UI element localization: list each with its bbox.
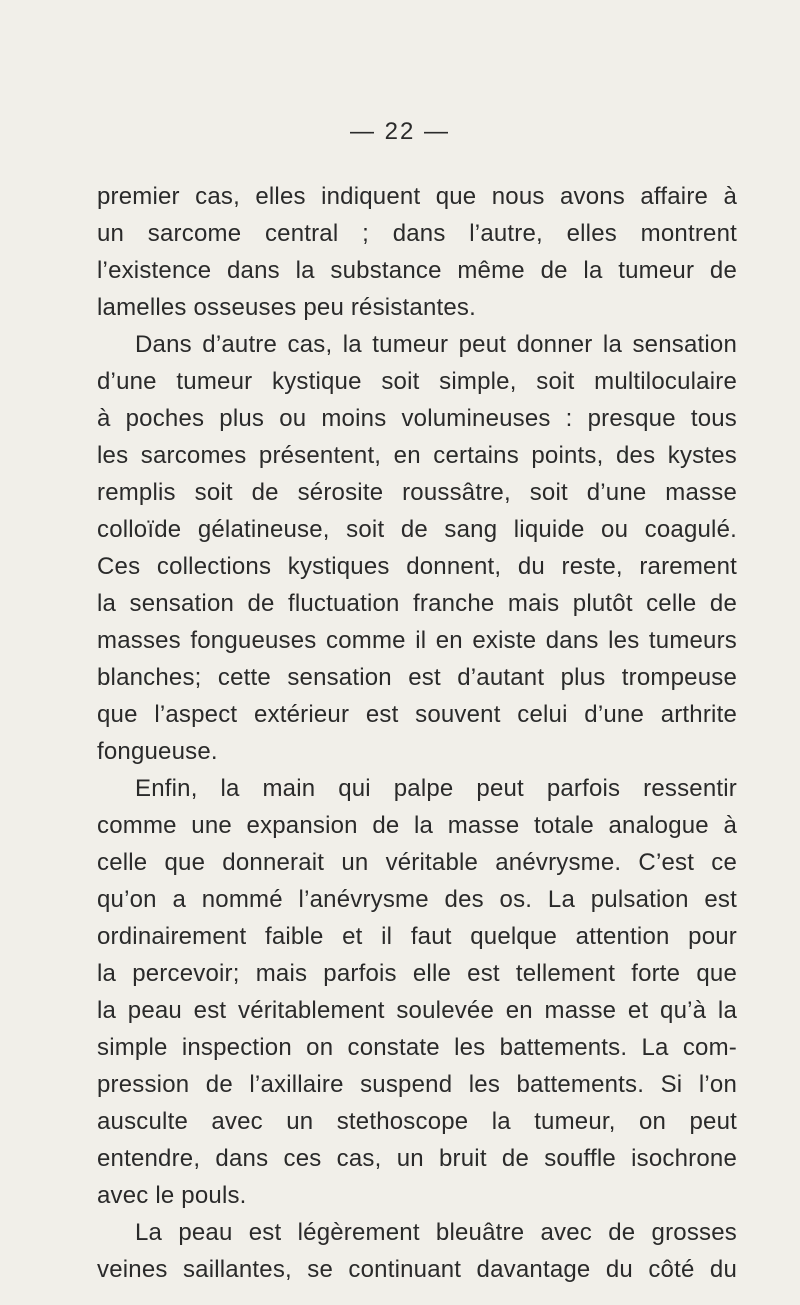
text-line: l’existence dans la substance même de la tumeur de: [97, 257, 737, 284]
text-line: à poches plus ou moins volumineuses : presque tous: [97, 405, 737, 432]
text-line: les sarcomes présentent, en certains points, des kystes: [97, 442, 737, 469]
text-line: pression de l’axillaire suspend les battements. Si l’on: [97, 1071, 737, 1098]
text-line: lamelles osseuses peu résistantes.: [97, 294, 476, 321]
text-line: Dans d’autre cas, la tumeur peut donner la sensation: [135, 331, 737, 358]
text-line: avec le pouls.: [97, 1182, 247, 1209]
text-line: premier cas, elles indiquent que nous avons affaire à: [97, 183, 737, 210]
text-line: entendre, dans ces cas, un bruit de souffle isochrone: [97, 1145, 737, 1172]
text-line: La peau est légèrement bleuâtre avec de grosses: [135, 1219, 737, 1246]
text-line: Ces collections kystiques donnent, du reste, rarement: [97, 553, 737, 580]
text-line: blanches; cette sensation est d’autant plus trompeuse: [97, 664, 737, 691]
text-line: comme une expansion de la masse totale analogue à: [97, 812, 737, 839]
text-line: ausculte avec un stethoscope la tumeur, on peut: [97, 1108, 737, 1135]
text-line: d’une tumeur kystique soit simple, soit multiloculaire: [97, 368, 737, 395]
text-line: Enfin, la main qui palpe peut parfois ressentir: [135, 775, 737, 802]
text-line: la peau est véritablement soulevée en masse et qu’à la: [97, 997, 737, 1024]
text-line: remplis soit de sérosite roussâtre, soit d’une masse: [97, 479, 737, 506]
text-line: masses fongueuses comme il en existe dans les tumeurs: [97, 627, 737, 654]
text-line: ordinairement faible et il faut quelque attention pour: [97, 923, 737, 950]
text-line: qu’on a nommé l’anévrysme des os. La pulsation est: [97, 886, 737, 913]
text-line: la sensation de fluctuation franche mais plutôt celle de: [97, 590, 737, 617]
text-line: la percevoir; mais parfois elle est tellement forte que: [97, 960, 737, 987]
text-line: un sarcome central ; dans l’autre, elles montrent: [97, 220, 737, 247]
text-line: fongueuse.: [97, 738, 218, 765]
text-line: que l’aspect extérieur est souvent celui d’une arthrite: [97, 701, 737, 728]
text-line: celle que donnerait un véritable anévrysme. C’est ce: [97, 849, 737, 876]
body-text: [97, 178, 737, 1288]
text-line: colloïde gélatineuse, soit de sang liquide ou coagulé.: [97, 516, 737, 543]
text-line: veines saillantes, se continuant davantage du côté du: [97, 1256, 737, 1283]
page-number: — 22 —: [349, 118, 451, 145]
text-line: simple inspection on constate les battements. La com-: [97, 1034, 737, 1061]
